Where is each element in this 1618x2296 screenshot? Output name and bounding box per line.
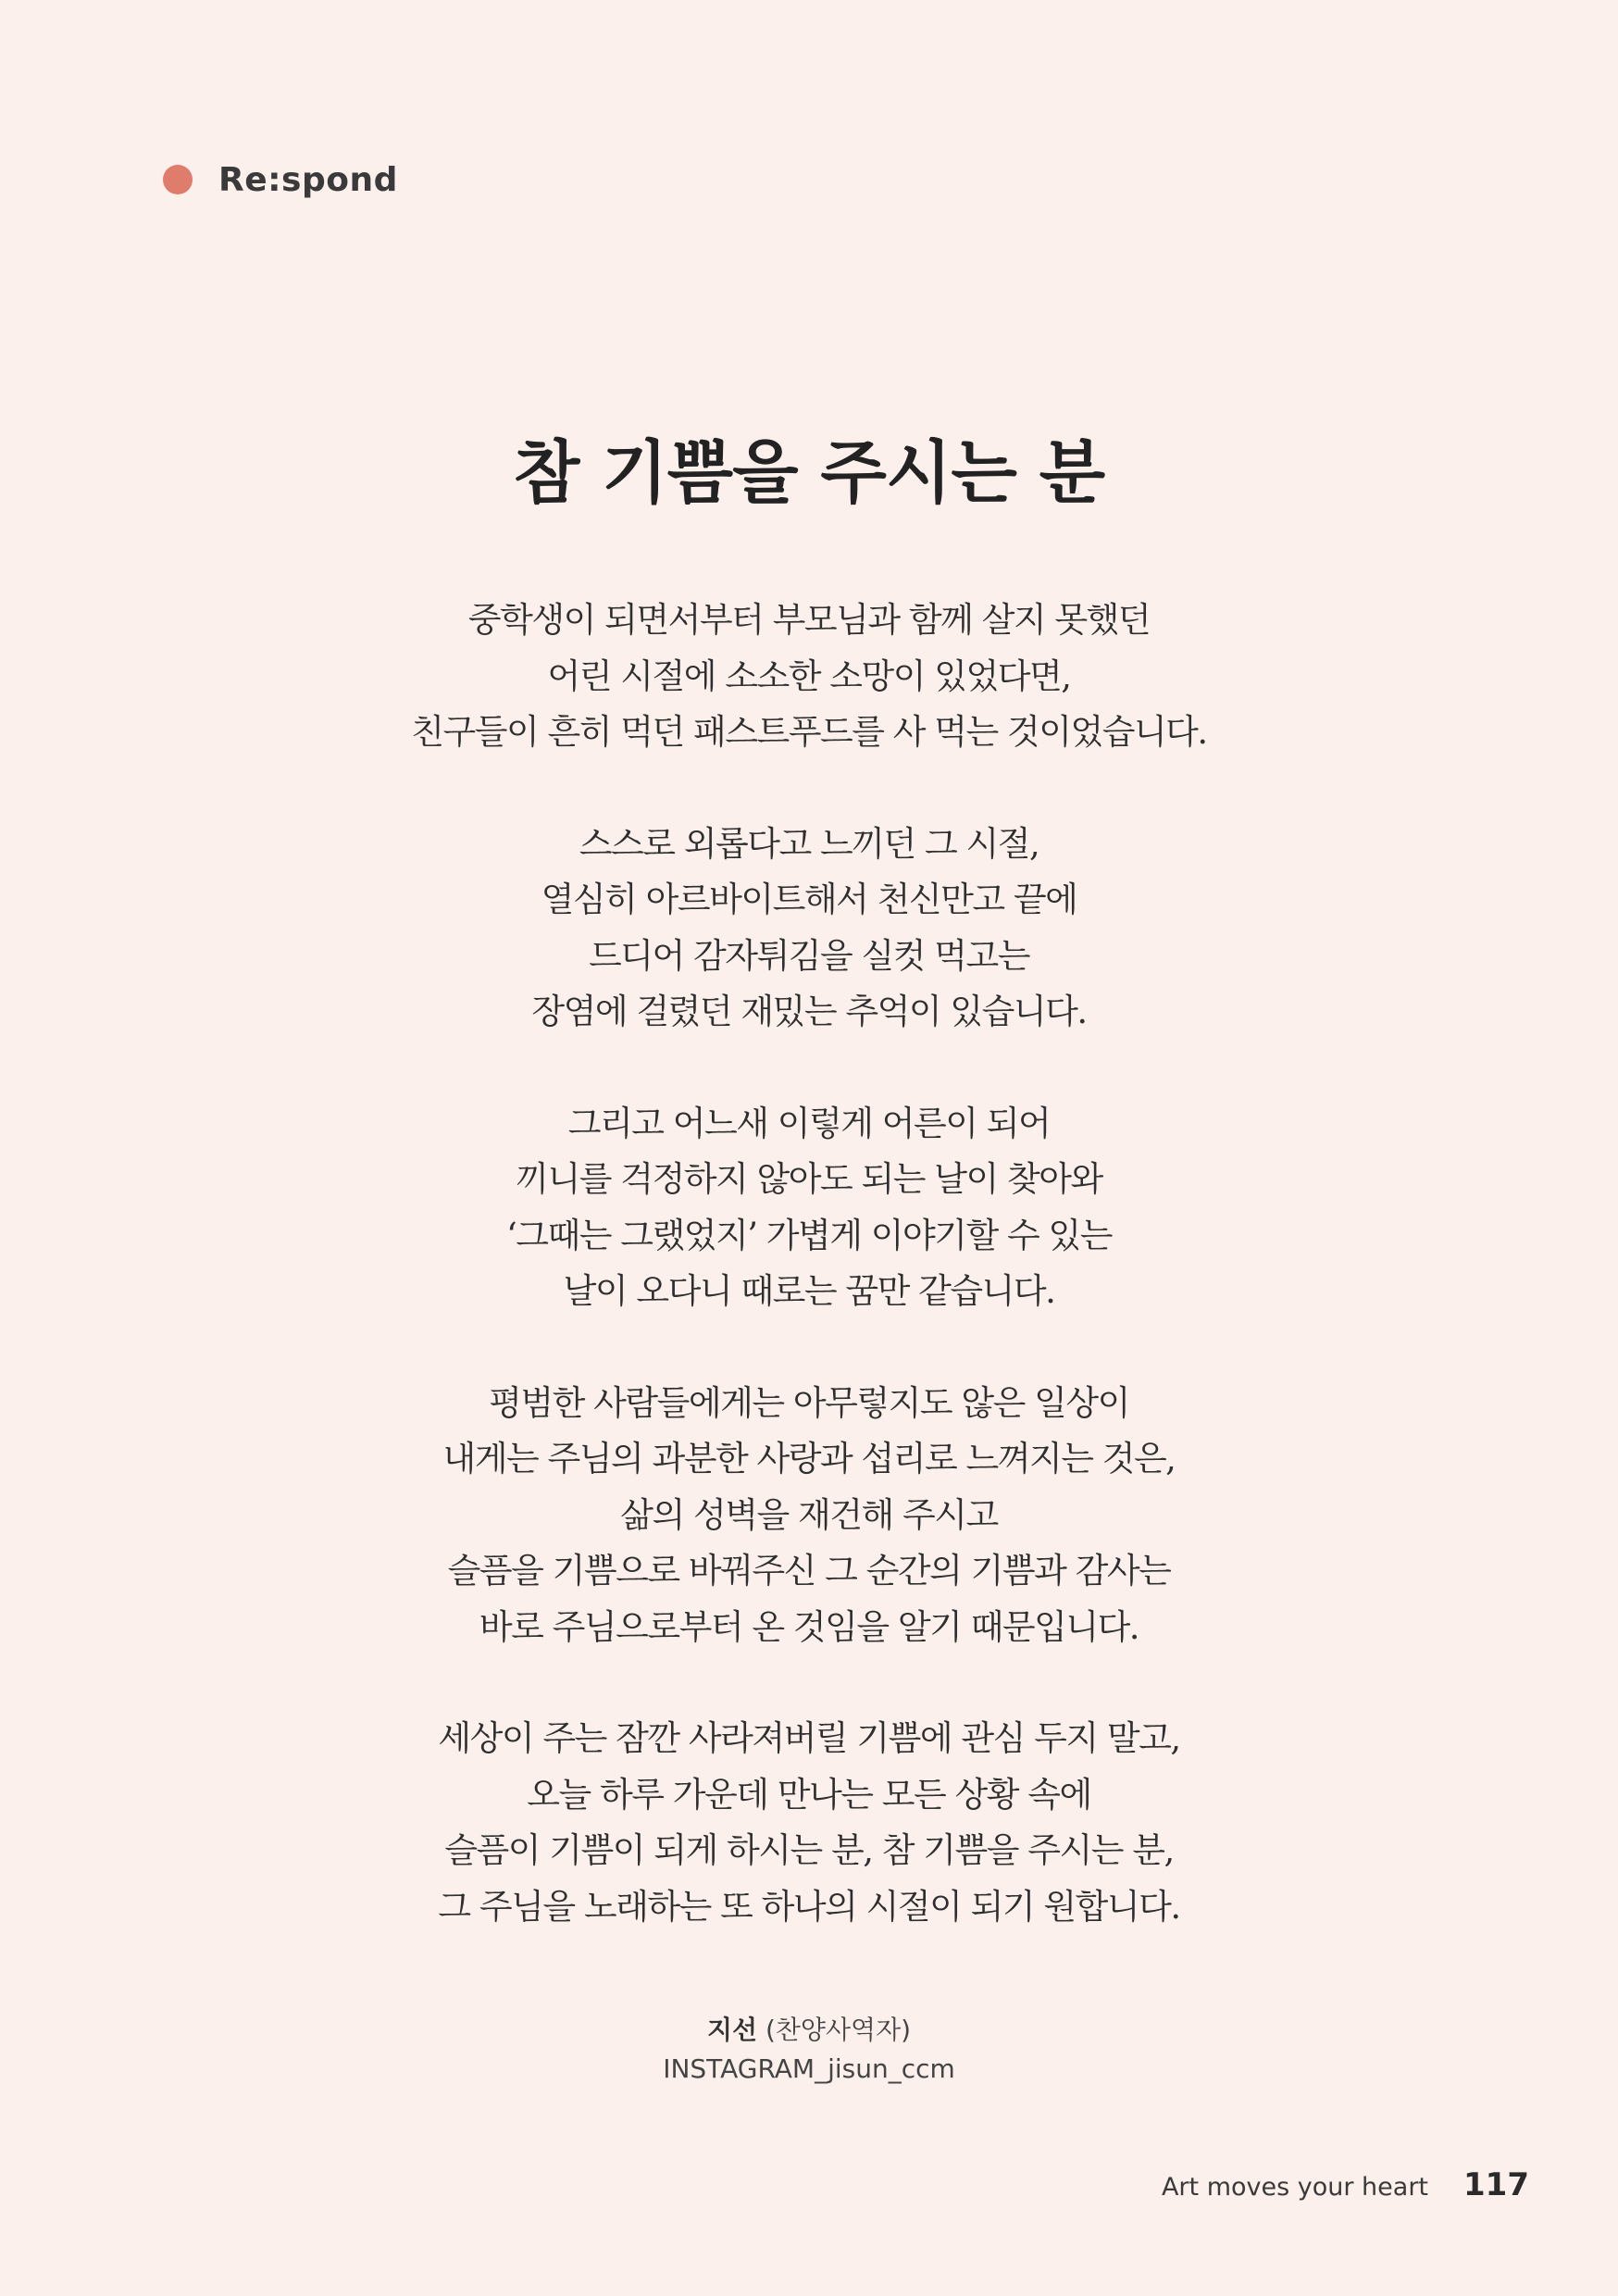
stanza [0,593,1618,761]
poem-line: 친구들이 흔히 먹던 패스트푸드를 사 먹는 것이었습니다. [411,712,1207,752]
section-dot-icon [163,165,193,194]
poem-line: 슬픔이 기쁨이 되게 하시는 분, 참 기쁨을 주시는 분, [444,1830,1174,1870]
poem-line: 중학생이 되면서부터 부모님과 함께 살지 못했던 [467,600,1151,640]
footer-tagline: Art moves your heart [1161,2173,1429,2202]
stanza [0,817,1618,1041]
poem-line: 그리고 어느새 이렇게 어른이 되어 [567,1103,1051,1143]
poem-line: 열심히 아르바이트해서 천신만고 끝에 [541,880,1077,919]
poem-line: 드디어 감자튀김을 실컷 먹고는 [589,935,1029,976]
poem-line: 날이 오다니 때로는 꿈만 같습니다. [563,1271,1055,1311]
page-number: 117 [1463,2166,1529,2203]
section-label: Re:spond [218,160,398,199]
stanza [0,1376,1618,1656]
page-footer [1162,2166,1529,2203]
author-instagram-handle: INSTAGRAM_jisun_ccm [663,2053,955,2084]
poem-line: 평범한 사람들에게는 아무렇지도 않은 일상이 [489,1382,1129,1423]
poem-line: ‘그때는 그랬었지’ 가볍게 이야기할 수 있는 [506,1215,1112,1255]
poem-line: 세상이 주는 잠깐 사라져버릴 기쁨에 관심 두지 말고, [438,1718,1180,1758]
poem-line: 스스로 외롭다고 느끼던 그 시절, [579,823,1039,864]
poem-line: 끼니를 걱정하지 않아도 되는 날이 찾아와 [516,1159,1102,1199]
poem-line: 삶의 성벽을 재건해 주시고 [620,1494,998,1535]
poem-line: 그 주님을 노래하는 또 하나의 시절이 되기 원합니다. [438,1886,1180,1927]
article-title: 참 기쁨을 주시는 분 [513,433,1105,513]
poem-line: 바로 주님으로부터 온 것임을 알기 때문입니다. [479,1606,1139,1647]
poem-line: 장염에 걸렸던 재밌는 추억이 있습니다. [531,992,1087,1031]
author-role: (찬양사역자) [765,2015,912,2045]
author-name-line [0,2011,1618,2050]
poem-body [0,593,1618,1990]
poem-line: 어린 시절에 소소한 소망이 있었다면, [547,655,1071,696]
poem-line: 오늘 하루 가운데 만나는 모든 상황 속에 [527,1774,1091,1815]
poem-line: 슬픔을 기쁨으로 바꿔주신 그 순간의 기쁨과 감사는 [447,1551,1171,1591]
author-name: 지선 [706,2015,758,2045]
stanza [0,1096,1618,1320]
author-credit [0,2011,1618,2089]
section-tag [163,157,398,202]
stanza [0,1711,1618,1935]
poem-line: 내게는 주님의 과분한 사랑과 섭리로 느껴지는 것은, [442,1439,1176,1479]
